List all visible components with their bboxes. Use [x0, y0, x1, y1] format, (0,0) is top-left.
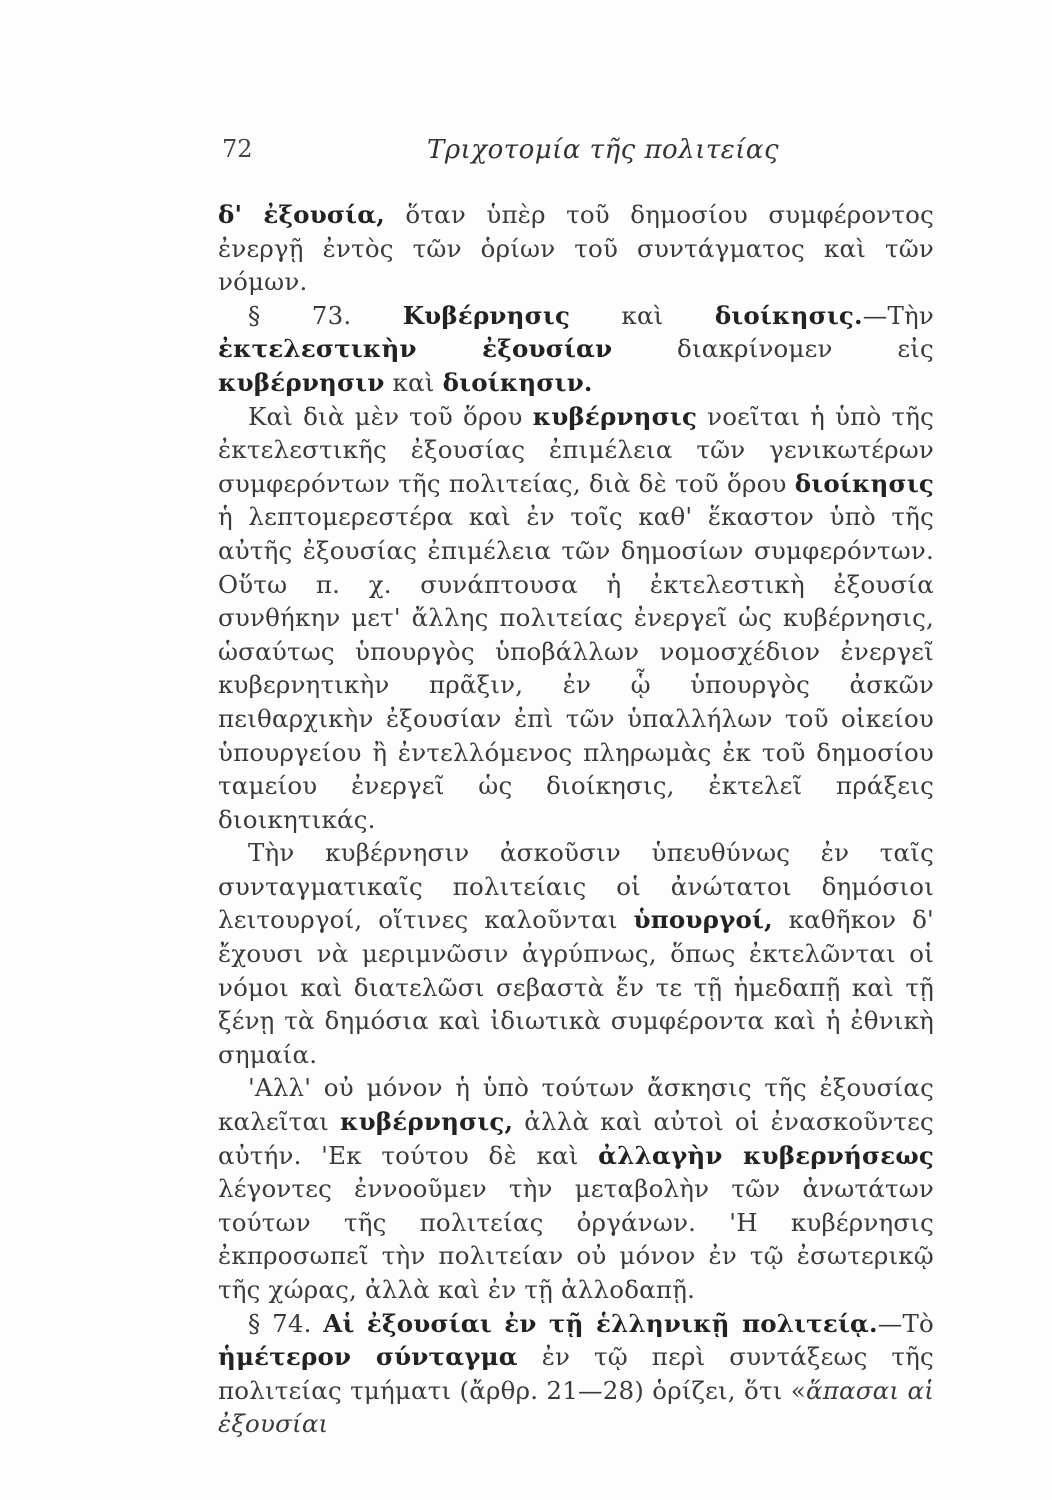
- italic-quote: ἅπασαι αἱ ἐξουσίαι: [218, 1375, 934, 1439]
- text-run: 'Αλλ' οὐ μόνον ἡ ὑπὸ τούτων ἄσκησις τῆς ἐξουσίας καλεῖται: [218, 1073, 934, 1137]
- bold-term: ὑπουργοί,: [633, 905, 773, 935]
- text-run: ἐν τῷ περὶ συντάξεως τῆς πολιτείας τμήματι (ἄρθρ. 21—28) ὁρίζει, ὅτι «: [218, 1342, 934, 1405]
- paragraph: [218, 836, 934, 1071]
- text-run: λέγοντες ἐννοοῦμεν τὴν μεταβολὴν τῶν ἀνωτάτων τούτων τῆς πολιτείας ὀργάνων. 'Η κυβέρνησις ἐκπροσωπεῖ τὴν πολιτείαν οὐ μόνον ἐν τῷ ἐσωτερικῷ τῆς χώρας, ἀλλὰ καὶ ἐν τῇ ἀλλοδαπῇ.: [218, 1174, 934, 1304]
- text-run: § 73.: [248, 300, 403, 330]
- bold-term: διοίκησις: [794, 468, 934, 498]
- text-run: καὶ: [570, 300, 715, 330]
- paragraph: [218, 299, 934, 400]
- bold-term: ἐκτελεστικὴν ἐξουσίαν: [218, 334, 613, 364]
- text-run: ὅταν ὑπὲρ τοῦ δημοσίου συμφέροντος ἐνεργῇ ἐντὸς τῶν ὁρίων τοῦ συντάγματος καὶ τῶν νόμων.: [218, 200, 934, 297]
- bold-term: ἡμέτερον σύνταγμα: [218, 1342, 518, 1372]
- text-run: Τὴν κυβέρνησιν ἀσκοῦσιν ὑπευθύνως ἐν ταῖς συνταγματικαῖς πολιτείαις οἱ ἀνώτατοι δημόσιοι λειτουργοί, οἵτινες καλοῦνται: [218, 838, 934, 935]
- running-title: Τριχοτομία τῆς πολιτείας: [427, 135, 780, 165]
- text-run: ἀλλὰ καὶ αὐτοὶ οἱ ἐνασκοῦντες αὐτήν. 'Εκ τούτου δὲ καὶ: [218, 1107, 934, 1170]
- text-run: § 74.: [248, 1308, 324, 1338]
- text-run: —Τὴν: [862, 300, 934, 330]
- bold-term: κυβέρνησιν: [218, 367, 385, 397]
- text-run: καὶ: [384, 367, 443, 397]
- body-text: [218, 198, 934, 1441]
- page-header: [222, 135, 934, 175]
- paragraph: [218, 198, 934, 299]
- paragraph: [218, 1071, 934, 1306]
- bold-term: κυβέρνησις,: [340, 1107, 514, 1137]
- paragraph: [218, 1307, 934, 1441]
- bold-term: Αἱ ἐξουσίαι ἐν τῇ ἑλληνικῇ πολιτείᾳ.: [323, 1308, 878, 1338]
- text-run: Καὶ διὰ μὲν τοῦ ὅρου: [248, 401, 533, 431]
- bold-term: διοίκησιν.: [442, 367, 593, 397]
- bold-term: διοίκησις.: [714, 300, 863, 330]
- text-run: ἡ λεπτομερεστέρα καὶ ἐν τοῖς καθ' ἕκαστον ὑπὸ τῆς αὐτῆς ἐξουσίας ἐπιμέλεια τῶν δημοσίων συμφερόντων. Οὕτω π. χ. συνάπτουσα ἡ ἐκτελεστικὴ ἐξουσία συνθήκην μετ' ἄλλης πολιτείας ἐνεργεῖ ὡς κυβέρνησις, ὡσαύτως ὑπουργὸς ὑποβάλλων νομοσχέδιον ἐνεργεῖ κυβερνητικὴν πρᾶξιν, ἐν ᾧ ὑπουργὸς ἀσκῶν πειθαρχικὴν ἐξουσίαν ἐπὶ τῶν ὑπαλλήλων τοῦ οἰκείου ὑπουργείου ἢ ἐντελλόμενος πληρωμὰς ἐκ τοῦ δημοσίου ταμείου ἐνεργεῖ ὡς διοίκησις, ἐκτελεῖ πράξεις διοικητικάς.: [218, 502, 934, 834]
- text-run: καθῆκον δ' ἔχουσι νὰ μεριμνῶσιν ἀγρύπνως, ὅπως ἐκτελῶνται οἱ νόμοι καὶ διατελῶσι σεβαστὰ ἔν τε τῇ ἡμεδαπῇ καὶ τῇ ξένῃ τὰ δημόσια καὶ ἰδιωτικὰ συμφέροντα καὶ ἡ ἐθνικὴ σημαία.: [218, 905, 934, 1069]
- bold-term: δ' ἐξουσία,: [218, 200, 386, 229]
- text-run: διακρίνομεν εἰς: [612, 334, 934, 364]
- bold-term: κυβέρνησις: [532, 401, 698, 431]
- text-run: —Τὸ: [877, 1308, 934, 1338]
- text-run: νοεῖται ἡ ὑπὸ τῆς ἐκτελεστικῆς ἐξουσίας ἐπιμέλεια τῶν γενικωτέρων συμφερόντων τῆς πολιτείας, διὰ δὲ τοῦ ὅρου: [218, 401, 934, 498]
- bold-term: Κυβέρνησις: [402, 300, 571, 330]
- paragraph: [218, 400, 934, 837]
- page-number: 72: [222, 135, 253, 163]
- bold-term: ἀλλαγὴν κυβερνήσεως: [598, 1140, 935, 1170]
